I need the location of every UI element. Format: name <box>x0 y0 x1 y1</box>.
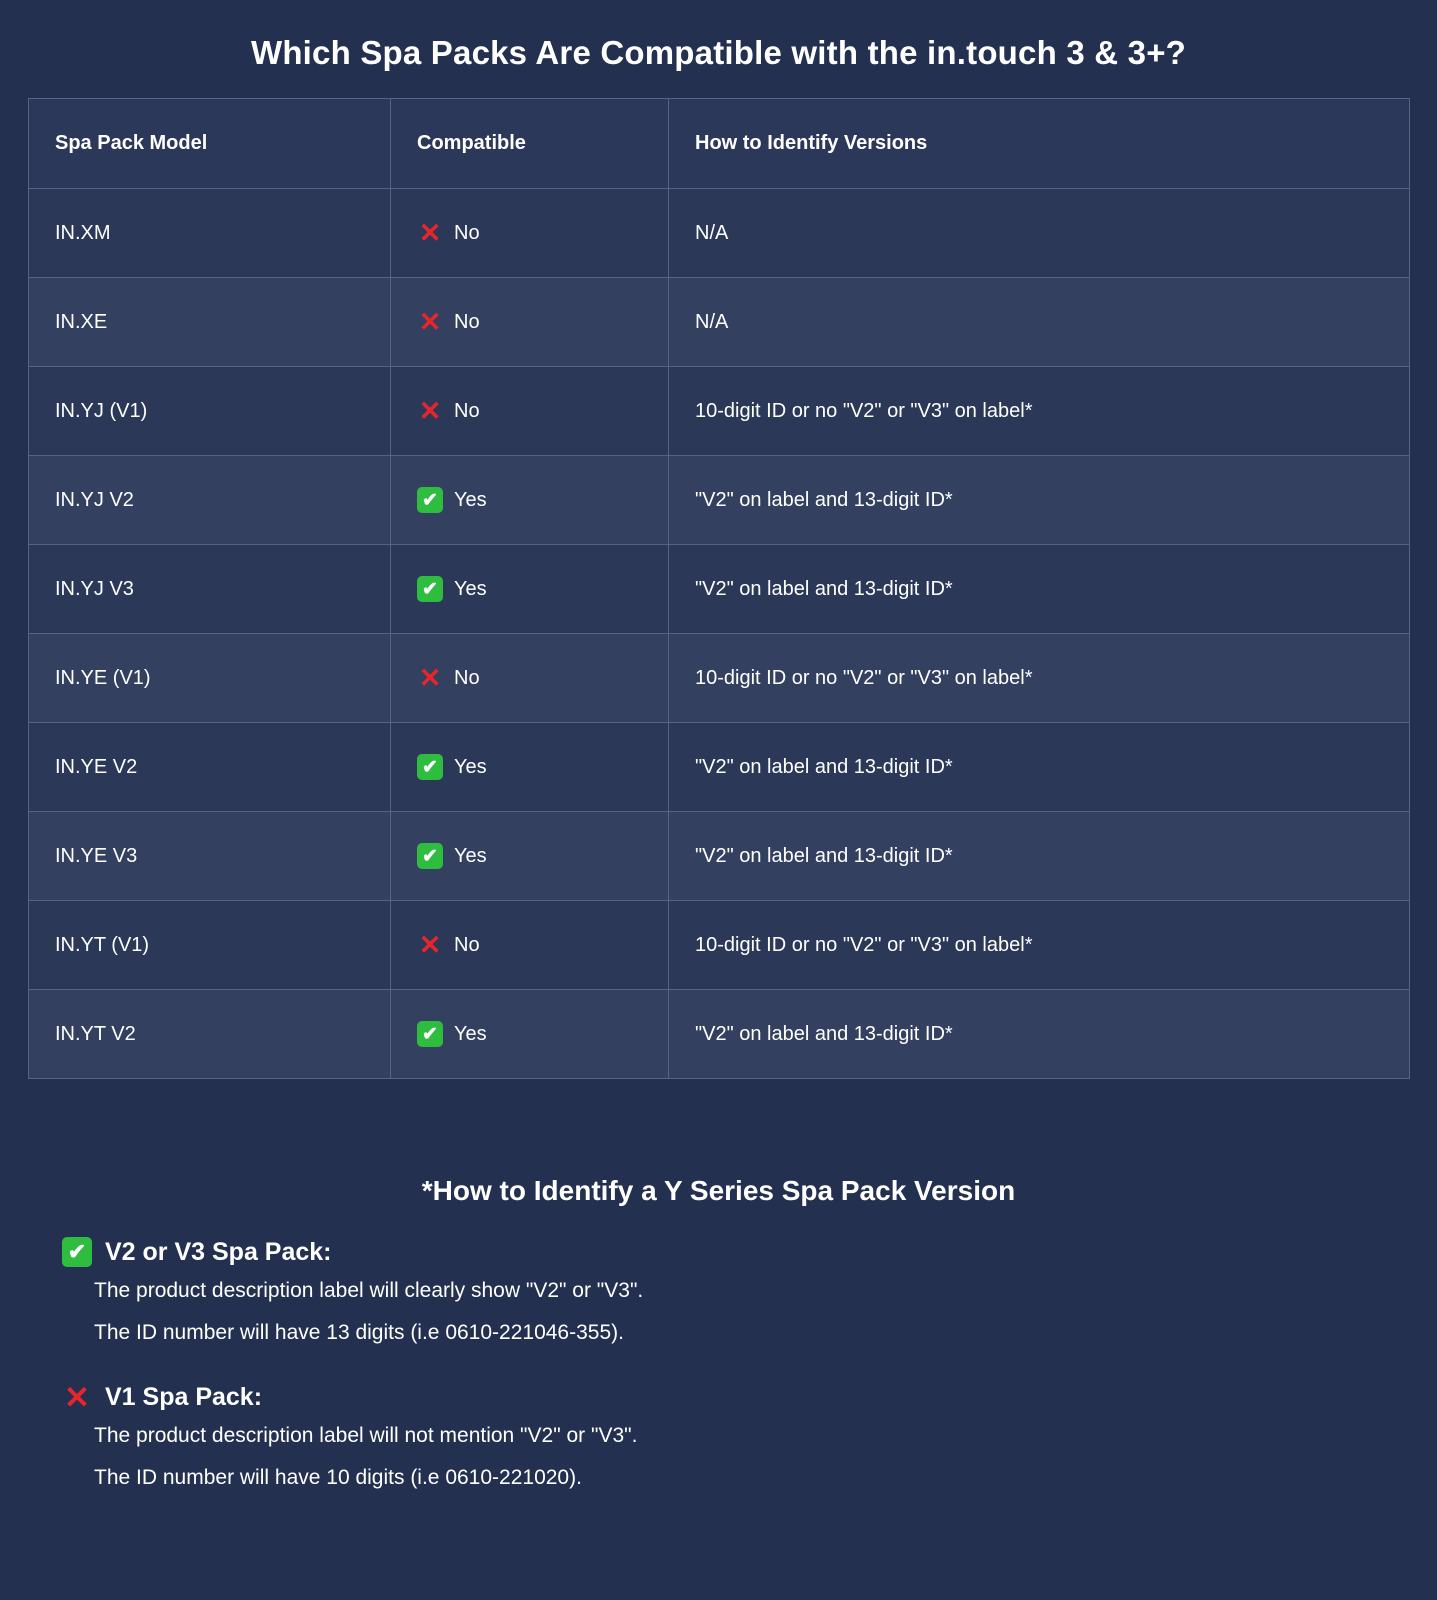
compatibility-status <box>417 843 642 869</box>
compatibility-label: No <box>454 666 480 689</box>
cell-identify: N/A <box>669 278 1410 367</box>
cell-compatible <box>391 812 669 901</box>
note-title: V2 or V3 Spa Pack: <box>105 1237 332 1266</box>
note-group <box>28 1237 1409 1348</box>
note-group <box>28 1379 1409 1493</box>
cell-identify: 10-digit ID or no "V2" or "V3" on label* <box>669 634 1410 723</box>
cell-compatible <box>391 278 669 367</box>
note-title: V1 Spa Pack: <box>105 1382 263 1411</box>
compatibility-status <box>417 395 642 426</box>
table-row <box>29 278 1410 367</box>
compatibility-label: Yes <box>454 844 487 867</box>
note-heading <box>62 1237 1409 1267</box>
cell-identify: "V2" on label and 13-digit ID* <box>669 723 1410 812</box>
table-row <box>29 189 1410 278</box>
cross-icon: ✕ <box>64 1379 90 1415</box>
compatibility-status <box>417 576 642 602</box>
cell-model: IN.YT V2 <box>29 990 391 1079</box>
cell-model: IN.XM <box>29 189 391 278</box>
cell-model: IN.YJ V2 <box>29 456 391 545</box>
check-icon: ✔ <box>417 843 443 869</box>
cell-model: IN.YT (V1) <box>29 901 391 990</box>
cross-icon: ✕ <box>418 395 442 426</box>
cell-model: IN.XE <box>29 278 391 367</box>
cell-identify: "V2" on label and 13-digit ID* <box>669 456 1410 545</box>
cell-compatible <box>391 634 669 723</box>
compatibility-label: Yes <box>454 488 487 511</box>
table-header-row <box>29 99 1410 189</box>
check-icon: ✔ <box>417 754 443 780</box>
note-heading <box>62 1379 1409 1415</box>
table-row <box>29 901 1410 990</box>
compatibility-status <box>417 306 642 337</box>
cell-compatible <box>391 189 669 278</box>
cell-model: IN.YJ V3 <box>29 545 391 634</box>
cell-model: IN.YE V2 <box>29 723 391 812</box>
compatibility-status <box>417 217 642 248</box>
note-line: The product description label will not mention "V2" or "V3". <box>94 1424 638 1447</box>
column-header-compatible: Compatible <box>391 99 669 189</box>
compatibility-label: No <box>454 221 480 244</box>
cross-icon: ✕ <box>418 306 442 337</box>
compatibility-label: No <box>454 399 480 422</box>
table-body <box>29 189 1410 1079</box>
table-row <box>29 545 1410 634</box>
notes-heading: *How to Identify a Y Series Spa Pack Version <box>421 1175 1016 1206</box>
cell-compatible <box>391 545 669 634</box>
table-row <box>29 367 1410 456</box>
compatibility-status <box>417 1021 642 1047</box>
check-icon: ✔ <box>417 576 443 602</box>
cell-identify: 10-digit ID or no "V2" or "V3" on label* <box>669 367 1410 456</box>
table-row <box>29 634 1410 723</box>
cross-icon: ✕ <box>418 929 442 960</box>
cell-identify: "V2" on label and 13-digit ID* <box>669 812 1410 901</box>
cell-compatible <box>391 723 669 812</box>
cell-compatible <box>391 456 669 545</box>
table-row <box>29 456 1410 545</box>
compatibility-label: Yes <box>454 755 487 778</box>
compatibility-label: No <box>454 933 480 956</box>
compatibility-status <box>417 487 642 513</box>
compatibility-status <box>417 662 642 693</box>
page-title: Which Spa Packs Are Compatible with the in.touch 3 & 3+? <box>250 34 1187 71</box>
table-row <box>29 990 1410 1079</box>
note-line: The ID number will have 13 digits (i.e 0610-221046-355). <box>94 1320 624 1344</box>
cell-model: IN.YE (V1) <box>29 634 391 723</box>
cross-icon: ✕ <box>418 217 442 248</box>
cell-identify: 10-digit ID or no "V2" or "V3" on label* <box>669 901 1410 990</box>
cell-compatible <box>391 901 669 990</box>
compatibility-status <box>417 754 642 780</box>
column-header-model: Spa Pack Model <box>29 99 391 189</box>
check-icon: ✔ <box>62 1237 92 1267</box>
compatibility-label: Yes <box>454 1022 487 1045</box>
cross-icon: ✕ <box>418 662 442 693</box>
note-line: The ID number will have 10 digits (i.e 0610-221020). <box>94 1465 582 1489</box>
table-row <box>29 812 1410 901</box>
cell-compatible <box>391 990 669 1079</box>
check-icon: ✔ <box>417 1021 443 1047</box>
cell-compatible <box>391 367 669 456</box>
cell-identify: "V2" on label and 13-digit ID* <box>669 990 1410 1079</box>
table-header <box>29 99 1410 189</box>
cell-model: IN.YJ (V1) <box>29 367 391 456</box>
check-icon: ✔ <box>417 487 443 513</box>
cell-identify: N/A <box>669 189 1410 278</box>
compatibility-status <box>417 929 642 960</box>
compatibility-label: No <box>454 310 480 333</box>
cell-model: IN.YE V3 <box>29 812 391 901</box>
table-row <box>29 723 1410 812</box>
cell-identify: "V2" on label and 13-digit ID* <box>669 545 1410 634</box>
notes-block <box>28 1237 1409 1493</box>
compatibility-label: Yes <box>454 577 487 600</box>
note-line: The product description label will clearly show "V2" or "V3". <box>94 1279 644 1302</box>
compatibility-table <box>28 98 1410 1079</box>
column-header-identify: How to Identify Versions <box>669 99 1410 189</box>
